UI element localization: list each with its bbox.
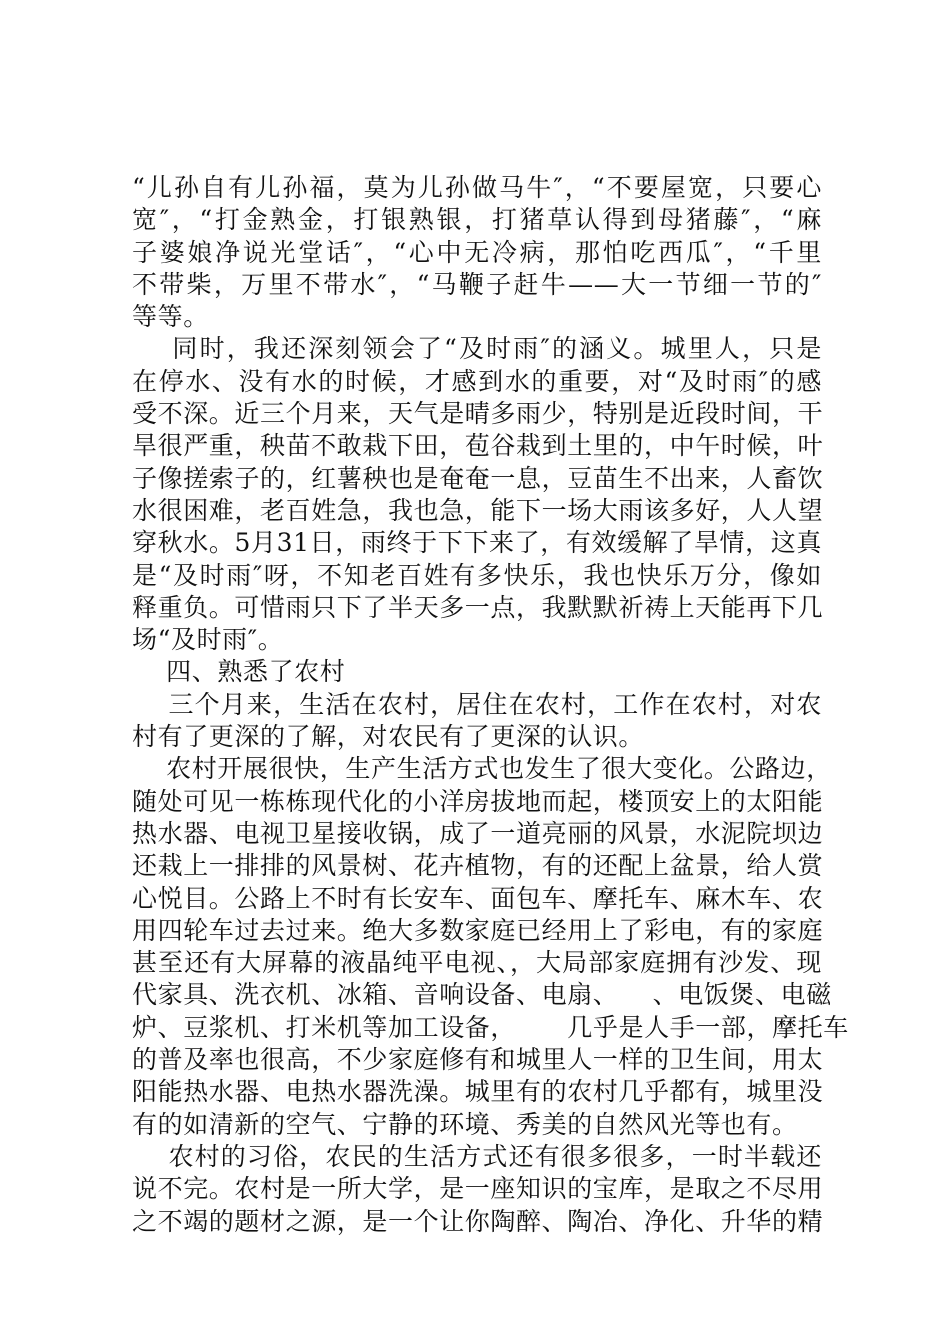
text-line: 阳能热水器、电热水器洗澡。城里有的农村几乎都有，城里没 — [132, 1077, 824, 1107]
text-line: 子像搓索子的，红薯秧也是奄奄一息，豆苗生不出来，人畜饮 — [132, 463, 824, 493]
text-line: 代家具、洗衣机、冰箱、音响设备、电扇、 、电饭煲、电磁 — [132, 980, 832, 1010]
text-line: 的普及率也很高，不少家庭修有和城里人一样的卫生间，用太 — [132, 1045, 824, 1075]
text-line: 三个月来，生活在农村，居住在农村，工作在农村，对农 — [132, 689, 822, 719]
text-line: 用四轮车过去过来。绝大多数家庭已经用上了彩电，有的家庭 — [132, 915, 824, 945]
text-line: 热水器、电视卫星接收锅，成了一道亮丽的风景，水泥院坝边 — [132, 818, 824, 848]
text-line: 随处可见一栋栋现代化的小洋房拔地而起，楼顶安上的太阳能 — [132, 786, 824, 816]
text-line: 农村开展很快，生产生活方式也发生了很大变化。公路边， — [132, 754, 832, 784]
text-line: 是“及时雨″呀，不知老百姓有多快乐，我也快乐万分，像如 — [132, 560, 822, 590]
text-line: 村有了更深的了解，对农民有了更深的认识。 — [132, 722, 645, 752]
text-line: 甚至还有大屏幕的液晶纯平电视、，大局部家庭拥有沙发、现 — [132, 948, 822, 978]
text-line: 受不深。近三个月来，天气是晴多雨少，特别是近段时间，干 — [132, 399, 824, 429]
text-line: “儿孙自有儿孙福，莫为儿孙做马牛″，“不要屋宽，只要心 — [132, 173, 822, 202]
text-line: 有的如清新的空气、宁静的环境、秀美的自然风光等也有。 — [132, 1109, 798, 1139]
document-body — [132, 172, 849, 1238]
text-line: 心悦目。公路上不时有长安车、面包车、摩托车、麻木车、农 — [132, 883, 824, 913]
text-line: 还栽上一排排的风景树、花卉植物，有的还配上盆景，给人赏 — [132, 851, 824, 881]
text-line: 说不完。农村是一所大学，是一座知识的宝库，是取之不尽用 — [132, 1174, 824, 1204]
text-line: 穿秋水。5月31日，雨终于下下来了，有效缓解了旱情，这真 — [132, 528, 822, 558]
text-line: 之不竭的题材之源，是一个让你陶醉、陶冶、净化、升华的精 — [132, 1206, 824, 1236]
text-line: 农村的习俗，农民的生活方式还有很多很多，一时半载还 — [132, 1141, 822, 1171]
text-line: 水很困难，老百姓急，我也急，能下一场大雨该多好，人人望 — [132, 495, 824, 525]
text-line: 不带柴，万里不带水″，“马鞭子赶牛——大一节细一节的″ — [132, 269, 822, 299]
text-line: 炉、豆浆机、打米机等加工设备， 几乎是人手一部，摩托车 — [132, 1012, 849, 1042]
text-line: 子婆娘净说光堂话″，“心中无冷病，那怕吃西瓜″，“千里 — [132, 237, 822, 267]
text-line: 场“及时雨″。 — [132, 625, 284, 655]
text-line: 等等。 — [132, 302, 209, 332]
text-line: 四、熟悉了农村 — [132, 657, 346, 687]
text-line: 同时，我还深刻领会了“及时雨″的涵义。城里人，只是 — [132, 334, 822, 364]
text-line: 释重负。可惜雨只下了半天多一点，我默默祈祷上天能再下几 — [132, 592, 824, 622]
text-line: 宽″，“打金熟金，打银熟银，打猪草认得到母猪藤″，“麻 — [132, 205, 822, 235]
text-line: 旱很严重，秧苗不敢栽下田，苞谷栽到土里的，中午时候，叶 — [132, 431, 824, 461]
text-line: 在停水、没有水的时候，才感到水的重要，对“及时雨″的感 — [132, 366, 822, 396]
